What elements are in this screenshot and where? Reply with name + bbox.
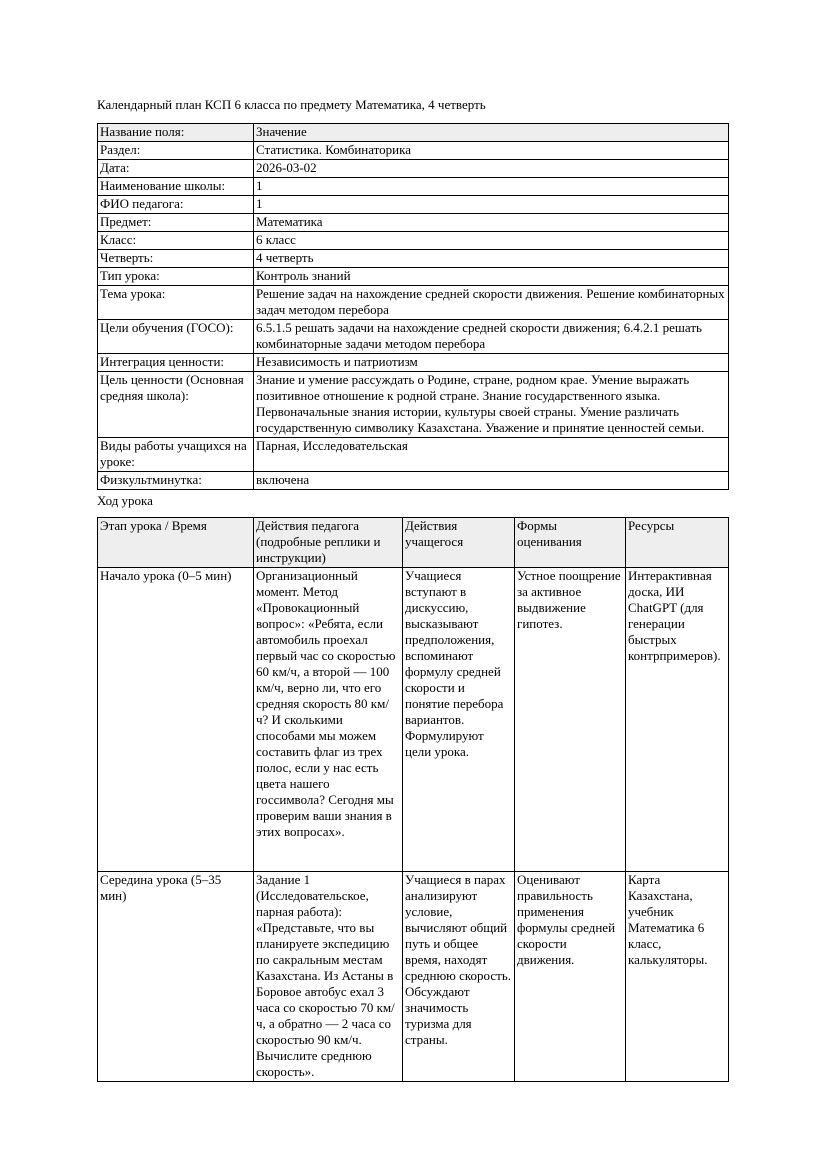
- meta-value-cell: Парная, Исследовательская: [254, 438, 729, 472]
- teacher-actions-cell: Организационный момент. Метод «Провокационный вопрос»: «Ребята, если автомобиль проехал первый час со скоростью 60 км/ч, а второй — 100 км/ч, верно ли, что его средняя скорость 80 км/ч? И сколькими способами мы можем составить флаг из трех полос, если у нас есть цвета нашего госсимвола? Сегодня мы проверим ваши знания в этих вопросах».: [254, 568, 403, 872]
- meta-value-cell: Статистика. Комбинаторика: [254, 142, 729, 160]
- meta-value-cell: Независимость и патриотизм: [254, 354, 729, 372]
- meta-row: [98, 354, 729, 372]
- meta-field-cell: Цель ценности (Основная средняя школа):: [98, 372, 254, 438]
- assessment-cell: Устное поощрение за активное выдвижение гипотез.: [515, 568, 626, 872]
- meta-row: [98, 214, 729, 232]
- meta-field-cell: ФИО педагога:: [98, 196, 254, 214]
- section-heading: Ход урока: [97, 493, 153, 508]
- lesson-header-row: [98, 518, 729, 568]
- meta-row: [98, 178, 729, 196]
- header-student-actions-cell: Действия учащегося: [403, 518, 515, 568]
- lesson-row: [98, 568, 729, 872]
- student-actions-cell: Учащиеся в парах анализируют условие, вычисляют общий путь и общее время, находят среднюю скорость. Обсуждают значимость туризма для страны.: [403, 872, 515, 1082]
- meta-field-cell: Раздел:: [98, 142, 254, 160]
- document-title: Календарный план КСП 6 класса по предмету Математика, 4 четверть: [97, 97, 486, 112]
- meta-field-cell: Тип урока:: [98, 268, 254, 286]
- meta-value-cell: 2026-03-02: [254, 160, 729, 178]
- meta-value-cell: Математика: [254, 214, 729, 232]
- meta-value-cell: 6 класс: [254, 232, 729, 250]
- meta-row: [98, 160, 729, 178]
- meta-value-cell: 1: [254, 196, 729, 214]
- meta-row: [98, 320, 729, 354]
- meta-field-cell: Физкультминутка:: [98, 472, 254, 490]
- meta-row: [98, 438, 729, 472]
- meta-field-cell: Цели обучения (ГОСО):: [98, 320, 254, 354]
- assessment-cell: Оценивают правильность применения формулы средней скорости движения.: [515, 872, 626, 1082]
- meta-row: [98, 196, 729, 214]
- header-resources-cell: Ресурсы: [626, 518, 729, 568]
- header-stage-cell: Этап урока / Время: [98, 518, 254, 568]
- meta-row: [98, 142, 729, 160]
- meta-field-cell: Виды работы учащихся на уроке:: [98, 438, 254, 472]
- meta-value-cell: включена: [254, 472, 729, 490]
- resources-cell: Карта Казахстана, учебник Математика 6 класс, калькуляторы.: [626, 872, 729, 1082]
- student-actions-cell: Учащиеся вступают в дискуссию, высказывают предположения, вспоминают формулу средней скорости и понятие перебора вариантов. Формулируют цели урока.: [403, 568, 515, 872]
- meta-field-cell: Интеграция ценности:: [98, 354, 254, 372]
- meta-field-cell: Предмет:: [98, 214, 254, 232]
- stage-cell: Середина урока (5–35 мин): [98, 872, 254, 1082]
- meta-header-value-cell: Значение: [254, 124, 729, 142]
- lesson-meta-table: [97, 123, 729, 490]
- meta-row: [98, 232, 729, 250]
- meta-field-cell: Дата:: [98, 160, 254, 178]
- meta-header-row: [98, 124, 729, 142]
- meta-value-cell: 6.5.1.5 решать задачи на нахождение средней скорости движения; 6.4.2.1 решать комбинаторные задачи методом перебора: [254, 320, 729, 354]
- meta-field-cell: Тема урока:: [98, 286, 254, 320]
- header-teacher-actions-cell: Действия педагога (подробные реплики и инструкции): [254, 518, 403, 568]
- lesson-row: [98, 872, 729, 1082]
- meta-row: [98, 250, 729, 268]
- meta-value-cell: 4 четверть: [254, 250, 729, 268]
- meta-value-cell: Контроль знаний: [254, 268, 729, 286]
- meta-row: [98, 472, 729, 490]
- meta-row: [98, 286, 729, 320]
- meta-value-cell: Знание и умение рассуждать о Родине, стране, родном крае. Умение выражать позитивное отношение к родной стране. Знание государственного языка. Первоначальные знания истории, культуры своей страны. Умение различать государственную символику Казахстана. Уважение и принятие ценностей семьи.: [254, 372, 729, 438]
- header-assessment-cell: Формы оценивания: [515, 518, 626, 568]
- meta-row: [98, 372, 729, 438]
- meta-header-field-cell: Название поля:: [98, 124, 254, 142]
- meta-row: [98, 268, 729, 286]
- lesson-flow-table: [97, 517, 729, 1082]
- meta-value-cell: Решение задач на нахождение средней скорости движения. Решение комбинаторных задач методом перебора: [254, 286, 729, 320]
- meta-value-cell: 1: [254, 178, 729, 196]
- meta-field-cell: Наименование школы:: [98, 178, 254, 196]
- meta-field-cell: Четверть:: [98, 250, 254, 268]
- teacher-actions-cell: Задание 1 (Исследовательское, парная работа): «Представьте, что вы планируете экспедицию по сакральным местам Казахстана. Из Астаны в Боровое автобус ехал 3 часа со скоростью 70 км/ч, а обратно — 2 часа со скоростью 90 км/ч. Вычислите среднюю скорость».: [254, 872, 403, 1082]
- document-page: [97, 97, 728, 1082]
- resources-cell: Интерактивная доска, ИИ ChatGPT (для генерации быстрых контрпримеров).: [626, 568, 729, 872]
- meta-field-cell: Класс:: [98, 232, 254, 250]
- stage-cell: Начало урока (0–5 мин): [98, 568, 254, 872]
